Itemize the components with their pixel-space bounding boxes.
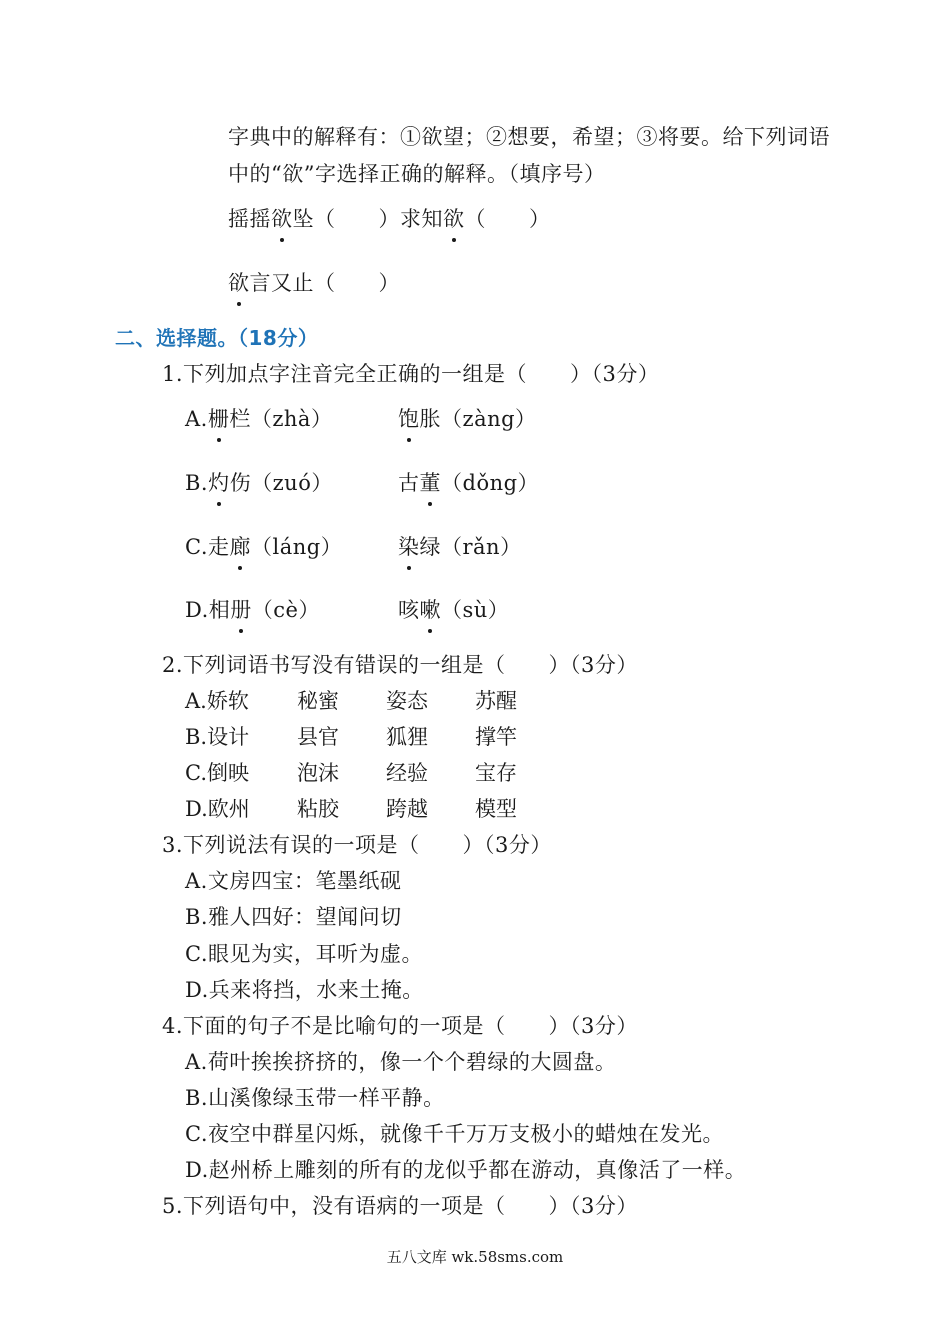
word-prefix: 摇摇 xyxy=(228,207,271,231)
q3-option: A.文房四宝：笔墨纸砚 xyxy=(185,869,402,893)
q2-word: 模型 xyxy=(475,797,517,821)
option-text: 栏（zhà） xyxy=(229,407,333,431)
option-text: （cè） xyxy=(251,598,320,622)
option-text: （sù） xyxy=(441,598,510,622)
q4-option: D.赵州桥上雕刻的所有的龙似乎都在游动，真像活了一样。 xyxy=(185,1158,747,1182)
question-5-stem: 5.下列语句中，没有语病的一项是（ ）（3分） xyxy=(162,1194,638,1218)
q2-word: 泡沫 xyxy=(297,761,339,785)
word-prefix: 求知 xyxy=(400,207,443,231)
q2-word: 跨越 xyxy=(386,797,428,821)
q4-option: B.山溪像绿玉带一样平静。 xyxy=(185,1086,445,1110)
option-text: 胀（zàng） xyxy=(419,407,537,431)
option-text: （dǒng） xyxy=(441,471,540,495)
question-3-stem: 3.下列说法有误的一项是（ ）（3分） xyxy=(162,833,552,857)
option-text: （láng） xyxy=(251,535,343,559)
option-text: 伤（zuó） xyxy=(229,471,333,495)
q2-word: 经验 xyxy=(386,761,428,785)
footer-watermark: 五八文库 wk.58sms.com xyxy=(386,1248,564,1266)
q3-option: B.雅人四好：望闻问切 xyxy=(185,905,402,929)
q2-word: 狐狸 xyxy=(386,725,428,749)
q1-option-a-right xyxy=(398,405,537,433)
option-letter: C.走 xyxy=(185,535,230,559)
option-text: 咳 xyxy=(398,598,420,622)
intro-word-row-1 xyxy=(228,205,551,233)
q2-word: D.欧州 xyxy=(185,797,250,821)
word-suffix: （ ） xyxy=(464,207,551,231)
emphasis-dot-char: 栅 xyxy=(207,407,230,431)
emphasis-dot-char: 灼 xyxy=(208,471,230,495)
option-letter: A. xyxy=(185,407,208,431)
emphasis-dot-char: 欲 xyxy=(228,271,250,295)
q1-option-c-left xyxy=(185,533,342,561)
q2-word: 撑竿 xyxy=(475,725,517,749)
question-1-stem: 1.下列加点字注音完全正确的一组是（ ）（3分） xyxy=(162,362,660,386)
intro-word-row-2 xyxy=(228,269,400,297)
emphasis-dot-char: 廊 xyxy=(229,535,251,559)
option-letter: D.相 xyxy=(185,598,231,622)
q2-word: 姿态 xyxy=(386,689,428,713)
q3-option: D.兵来将挡，水来土掩。 xyxy=(185,978,424,1002)
option-text: 绿（rǎn） xyxy=(419,535,522,559)
q2-word: 秘蜜 xyxy=(297,689,339,713)
q4-option: C.夜空中群星闪烁，就像千千万万支极小的蜡烛在发光。 xyxy=(185,1122,724,1146)
word-suffix: 坠（ ） xyxy=(292,207,400,231)
q4-option: A.荷叶挨挨挤挤的，像一个个碧绿的大圆盘。 xyxy=(185,1050,617,1074)
option-text: 古 xyxy=(398,471,420,495)
emphasis-dot-char: 嗽 xyxy=(419,598,441,622)
word-suffix: 言又止（ ） xyxy=(249,271,400,295)
emphasis-dot-char: 饱 xyxy=(398,407,420,431)
q2-word: C.倒映 xyxy=(185,761,249,785)
emphasis-dot-char: 欲 xyxy=(271,207,293,231)
q2-word: A.娇软 xyxy=(185,689,249,713)
q1-option-c-right xyxy=(398,533,522,561)
q1-option-b-right xyxy=(398,469,539,497)
q1-option-b-left xyxy=(185,469,333,497)
emphasis-dot-char: 册 xyxy=(230,598,252,622)
q1-option-a-left xyxy=(185,405,332,433)
emphasis-dot-char: 董 xyxy=(419,471,441,495)
q3-option: C.眼见为实，耳听为虚。 xyxy=(185,942,423,966)
intro-line-1: 字典中的解释有：①欲望；②想要，希望；③将要。给下列词语 xyxy=(228,125,830,149)
q2-word: 县官 xyxy=(297,725,339,749)
emphasis-dot-char: 染 xyxy=(398,535,420,559)
question-4-stem: 4.下面的句子不是比喻句的一项是（ ）（3分） xyxy=(162,1014,638,1038)
q2-word: 宝存 xyxy=(475,761,517,785)
option-letter: B. xyxy=(185,471,209,495)
intro-line-2: 中的“欲”字选择正确的解释。（填序号） xyxy=(228,162,606,186)
q2-word: B.设计 xyxy=(185,725,250,749)
q1-option-d-right xyxy=(398,596,509,624)
section-heading: 二、选择题。（18分） xyxy=(115,326,319,350)
emphasis-dot-char: 欲 xyxy=(443,207,465,231)
q2-word: 粘胶 xyxy=(297,797,339,821)
q1-option-d-left xyxy=(185,596,320,624)
question-2-stem: 2.下列词语书写没有错误的一组是（ ）（3分） xyxy=(162,653,638,677)
q2-word: 苏醒 xyxy=(475,689,517,713)
